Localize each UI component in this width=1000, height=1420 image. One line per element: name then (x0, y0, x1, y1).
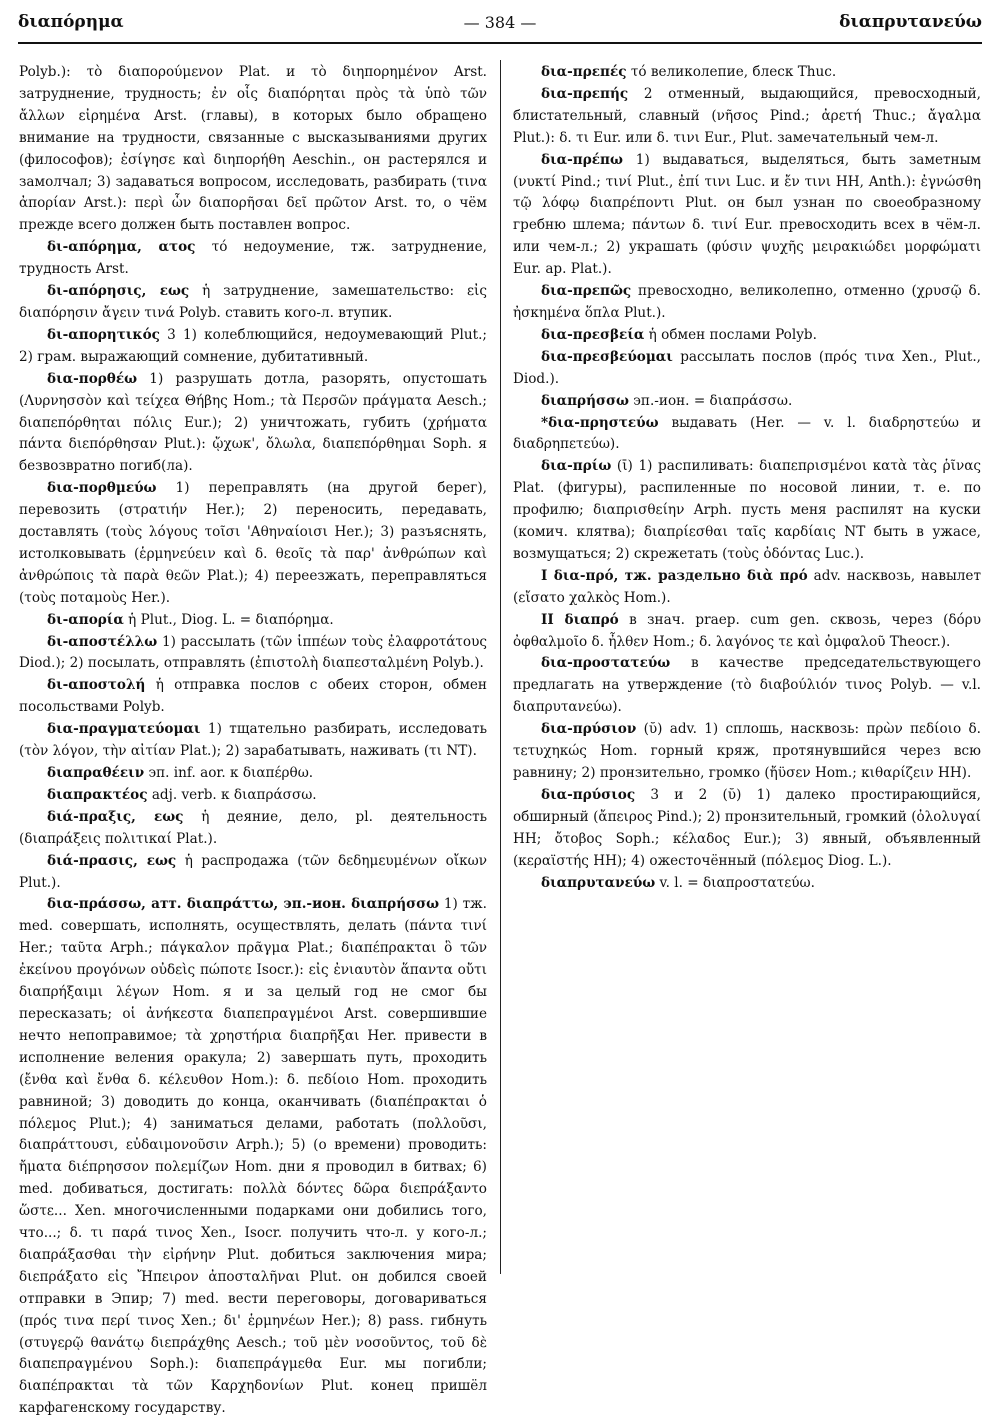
right-running-headword: διαπρυτανεύω (839, 12, 982, 32)
page-number: — 384 — (463, 13, 537, 32)
dictionary-entry (513, 62, 981, 84)
dictionary-entry (513, 610, 981, 654)
entry-definition: 1) переправлять (на другой берег), перевозить (στρατιήν Her.); 2) переносить, передавать, доставлять (τοὺς λόγους τοῖσι 'Αθηναίοισι Her.); 3) разъяснять, истолковывать (ἑρμηνεύειν καὶ δ. θεοῖς τὰ παρ' ἀνθρώπων καὶ ἀνθρώποις τὰ παρὰ θεῶν Plat.); 4) переезжать, переправляться (τοὺς ποταμοὺς Her.). (19, 480, 487, 606)
dictionary-entry (513, 719, 981, 785)
entry-headword: δια-πρεπῶς (541, 283, 632, 300)
entry-definition: ἡ деяние, дело, pl. деятельность (διαπράξεις πολιτικαί Plat.). (19, 808, 487, 847)
entry-headword: διαπρακτέος (47, 786, 148, 803)
entry-headword: δια-πορθέω (47, 370, 138, 387)
entry-headword: διαπρυτανεύω (541, 874, 656, 891)
dictionary-entry (19, 719, 487, 763)
dictionary-entry (513, 413, 981, 457)
entry-headword: δια-πρεσβεία (541, 326, 645, 343)
dictionary-entry (19, 62, 487, 237)
entry-definition: 1) выдаваться, выделяться, быть заметным (νυκτί Pind.; τινί Plut., ἐπί τινι Luc. и ἔν τινι HH, Anth.): ἐγνώσθη τῷ λόφῳ διαπρέποντι Plut. он был узнан по своеобразному гребню шлема; πάντων δ. τινί Eur. превосходить всех в чём-л. или чем-л.; 2) украшать (φύσιν ψυχῆς μειρακιώδει μορφώματι Eur. ap. Plat.). (513, 151, 981, 278)
dictionary-entry (513, 347, 981, 391)
dictionary-entry (513, 456, 981, 566)
dictionary-entry (513, 281, 981, 325)
column-divider (500, 60, 501, 1274)
entry-headword: διά-πρασις, εως (47, 852, 177, 869)
entry-definition: (ῠ) adv. 1) сплошь, насквозь: πρὼν πεδίοιο δ. τετυχηκώς Hom. горный кряж, протянувшийся через всю равнину; 2) пронзительно, громко (ἤϋσεν Hom.; κιθαρίζειν HH). (513, 721, 981, 781)
dictionary-entry (513, 653, 981, 719)
entry-definition: превосходно, великолепно, отменно (χρυσῷ δ. ἠσκημένα ὅπλα Plut.). (513, 283, 981, 321)
dictionary-entry (19, 237, 487, 281)
entry-definition: 1) тж. med. совершать, исполнять, осуществлять, делать (πάντα τινί Her.; ταῦτα Arph.; πάγκαλον πρᾶγμα Plat.; διαπέπρακται ὃ τῶν ἐκείνου προγόνων οὐδεὶς πώποτε Isocr.): εἰς ἐνιαυτὸν ἅπαντα οὔτι διαπρήξαιμι λέγων Hom. я и за целый год не смог бы пересказать; οἱ ἀνήκεστα διαπεπραγμένοι Arst. совершившие нечто непоправимое; τὰ χρηστήρια διαπρῆξαι Her. привести в исполнение веления оракула; 2) завершать путь, проходить (ἔνθα καὶ ἔνθα δ. κέλευθον Hom.): δ. πεδίοιο Hom. проходить равниной; 3) доводить до конца, оканчивать (διαπέπρακται ὁ πόλεμος Plut.); 4) заниматься делами, работать (πολλοῦσι, διαπράττουσι, εὐδαιμονοῦσιν Arph.); 5) (о времени) проводить: ἤματα διέπρησσον πολεμίζων Hom. дни я проводил в битвах; 6) med. добиваться, достигать: πολλὰ δόντες δῶρα διεπράξαντο ὥστε... Xen. многочисленными подарками они добились того, что...; δ. τι παρά τινος Xen., Isocr. получить что-л. у кого-л.; διαπράξασθαι τὴν εἰρήνην Plut. добиться заключения мира; διεπράξατο εἰς Ἤπειρον ἀποσταλῆναι Plut. он добился своей отправки в Эпир; 7) med. вести переговоры, договариваться (πρός τινα περί τινος Xen.; δι' ἑρμηνέων Her.); 8) pass. гибнуть (στυγερῷ θανάτῳ διεπράχθης Aesch.; τοῦ μὲν νοσοῦντος, τοῦ δὲ διαπεπραγμένου Soph.): διαπεπράγμεθα Eur. мы погибли; διαπέπρακται τὰ τῶν Καρχηδονίων Plut. конец пришёл карфагенскому государству. (19, 896, 487, 1417)
entry-headword: δια-πραγματεύομαι (47, 721, 201, 738)
entry-headword: II διαπρό (541, 611, 619, 628)
entry-definition: 2 отменный, выдающийся, превосходный, блистательный, славный (νῆσος Pind.; ἀρετή Thuc.; ἄγαλμα Plut.): δ. τι Eur. или δ. τινι Eur., Plut. замечательный чем-л. (513, 85, 981, 146)
header-rule (18, 42, 982, 44)
dictionary-entry (513, 84, 981, 150)
entry-definition: Polyb.): τὸ διαπορούμενον Plat. и τὸ διηπορημένον Arst. затруднение, трудность; ἐν οἷς διαπόρηται πρὸς τὰ ὑπὸ τῶν ἄλλων εἰρημένα Arst. (главы), в которых было обращено внимание на трудности, связанные с высказываниями других (философов); ἐσίγησε καὶ διηπορήθη Aeschin., он растерялся и замолчал; 3) задаваться вопросом, исследовать, разбирать (τινα ἀπορίαν Arst.): περὶ ὧν διαπορῆσαι δεῖ πρῶτον Arst. то, о чём прежде всего должен быть поставлен вопрос. (19, 64, 487, 234)
entry-definition: 3 1) колеблющийся, недоумевающий Plut.; 2) грам. выражающий сомнение, дубитативный. (19, 326, 487, 365)
dictionary-entry (19, 851, 487, 895)
dictionary-entry (19, 610, 487, 632)
dictionary-entry (19, 763, 487, 785)
entry-headword: δια-πρύσιος (541, 786, 636, 803)
entry-headword: διαπραθέειν (47, 765, 145, 781)
dictionary-entry (513, 325, 981, 347)
entry-definition: v. l. = διαπροστατεύω. (655, 874, 815, 891)
dictionary-entry (19, 478, 487, 609)
dictionary-entry (19, 369, 487, 479)
dictionary-entry (19, 894, 487, 1420)
entry-definition: в качестве председательствующего предлагать на утверждение (τὸ διαβούλιόν τινος Polyb. — v.l. διαπρυτανεύω). (513, 655, 981, 716)
entry-definition: 1) тщательно разбирать, исследовать (τὸν λόγον, τὴν αἰτίαν Plat.); 2) зарабатывать, наживать (τι NT). (19, 721, 487, 760)
entry-headword: *δια-πρηστεύω (541, 414, 659, 431)
entry-definition: рассылать послов (πρός τινα Xen., Plut., Diod.). (513, 348, 981, 387)
entry-definition: τό недоумение, тж. затруднение, трудность Arst. (19, 239, 487, 278)
left-running-headword: διαπόρημα (18, 12, 124, 32)
entry-headword: δι-αποστολή (47, 677, 146, 694)
entry-headword: δια-προστατεύω (541, 655, 671, 672)
entry-definition: эп.-ион. = διαπράσσω. (628, 392, 793, 409)
dictionary-entry (19, 632, 487, 676)
entry-headword: δια-πρεπής (541, 85, 629, 102)
entry-headword: δι-απορία (47, 611, 124, 628)
entry-definition: 1) разрушать дотла, разорять, опустошать (Λυρνησσὸν καὶ τείχεα Θήβης Hom.; τὰ Περσῶν πράγματα Aesch.; διαπεπόρθηται πόλις Eur.); 2) уничтожать, губить (χρήματα πάντα διεπόρθησαν Plut.): ᾤχωκ', ὄλωλα, διαπεπόρθημαι Soph. я безвозвратно погиб(ла). (19, 370, 487, 475)
dictionary-entry (19, 675, 487, 719)
page-header (18, 12, 982, 42)
entry-definition: ἡ отправка послов с обеих сторон, обмен посольствами Polyb. (19, 677, 487, 716)
dictionary-entry (19, 807, 487, 851)
dictionary-entry (19, 325, 487, 369)
entry-definition: (ῑ) 1) распиливать: διαπεπρισμένοι κατὰ τὰς ῥῖνας Plat. (фигуры), распиленные по носовой линии, т. е. по профилю; διαπρισθείην Arph. пусть меня распилят на куски (комич. клятва); διαπρίεσθαι ταῖς καρδίαις NT быть в ужасе, возмущаться; 2) скрежетать (τοὺς ὀδόντας Luc.). (513, 458, 981, 562)
entry-headword: διά-πραξις, εως (47, 808, 184, 825)
entry-definition: эп. inf. aor. к διαπέρθω. (144, 765, 314, 781)
entry-definition: выдавать (Her. — v. l. διαδρηστεύω и διαδρηπετεύω). (513, 414, 981, 453)
entry-definition: ἡ обмен послами Polyb. (644, 326, 817, 343)
dictionary-entry (19, 785, 487, 807)
entry-headword: δι-απόρημα, ατος (47, 239, 196, 256)
entry-definition: ἡ затруднение, замешательство: εἰς διαπόρησιν ἄγειν τινά Polyb. ставить кого-л. втупик. (19, 283, 487, 321)
entry-headword: δια-πρεσβεύομαι (541, 348, 673, 365)
left-column (19, 62, 487, 1417)
dictionary-entry (513, 150, 981, 281)
entry-headword: δια-πρεπές (541, 64, 627, 80)
dictionary-entry (513, 873, 981, 895)
entry-headword: δι-απόρησις, εως (47, 283, 190, 300)
entry-headword: δι-αποστέλλω (47, 633, 158, 650)
entry-definition: adj. verb. к διαπράσσω. (147, 786, 317, 803)
entry-definition: τό великолепие, блеск Thuc. (626, 64, 837, 80)
dictionary-entry (513, 785, 981, 873)
entry-headword: δια-πρέπω (541, 151, 623, 168)
entry-headword: δια-πορθμεύω (47, 480, 157, 497)
entry-definition: adv. насквозь, навылет (εἴσατο χαλκὸς Hom.). (513, 567, 981, 606)
entry-definition: ἡ распродажа (τῶν δεδημευμένων οἴκων Plut.). (19, 852, 487, 891)
dictionary-entry (513, 391, 981, 413)
entry-definition: ἡ Plut., Diog. L. = διαπόρημα. (123, 611, 334, 628)
entry-headword: δια-πρίω (541, 458, 612, 475)
entry-headword: I δια-πρό, тж. раздельно διὰ πρό (541, 567, 808, 584)
dictionary-entry (513, 566, 981, 610)
right-column (513, 62, 981, 1276)
dictionary-entry (19, 281, 487, 325)
entry-headword: δια-πρύσιον (541, 721, 637, 738)
entry-definition: 3 и 2 (ῠ) 1) далеко простирающийся, обширный (ἄπειρος Pind.); 2) пронзительный, громкий (ὀλολυγαί HH; ὄτοβος Soph.; κέλαδος Eur.); 3) явный, объявленный (κεραϊστής HH); 4) ожесточённый (πόλεμος Diog. L.). (513, 786, 981, 869)
entry-headword: δια-πράσσω, атт. διαπράττω, эп.-ион. διαπρήσσω (47, 896, 440, 913)
entry-definition: в знач. praep. cum gen. сквозь, через (δόρυ ὀφθαλμοῖο δ. ἦλθεν Hom.; δ. λαγόνος τε καὶ ὀμφαλοῦ Theocr.). (513, 611, 981, 650)
entry-headword: διαπρήσσω (541, 392, 629, 409)
entry-headword: δι-απορητικός (47, 326, 160, 343)
entry-definition: 1) рассылать (τῶν ἱππέων τοὺς ἐλαφροτάτους Diod.); 2) посылать, отправлять (ἐπιστολὴ διαπεσταλμένη Polyb.). (19, 633, 487, 672)
